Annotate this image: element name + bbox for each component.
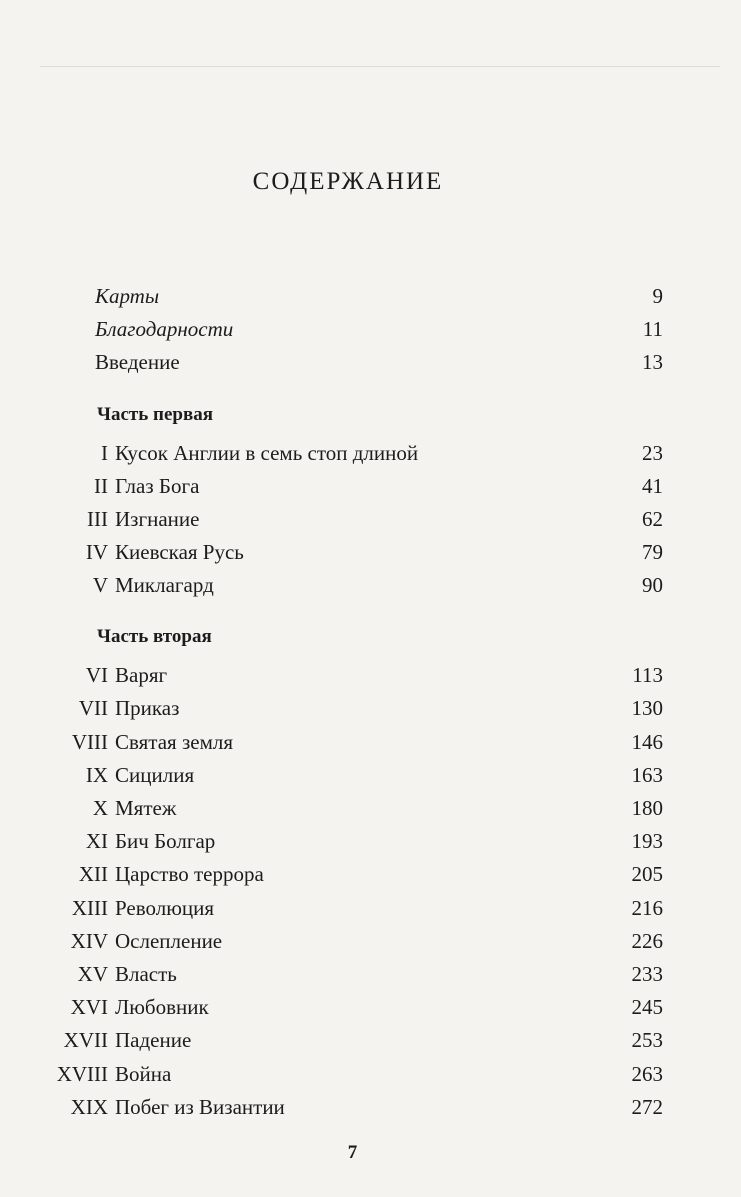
chapter-page: 79 [642, 540, 663, 564]
chapter-title: Власть [115, 962, 177, 986]
chapter-number: V [92, 573, 108, 597]
page-title: СОДЕРЖАНИЕ [252, 168, 444, 195]
chapter-page: 233 [631, 962, 663, 986]
chapter-number: I [101, 441, 108, 465]
chapter-number: XIX [70, 1095, 108, 1119]
chapter-page: 130 [631, 696, 663, 720]
chapter-page: 90 [642, 573, 663, 597]
toc-entry-introduction [0, 350, 741, 380]
toc-entry [0, 730, 741, 760]
toc-entry-acknowledgements [0, 317, 741, 347]
chapter-page: 205 [631, 862, 663, 886]
chapter-page: 23 [642, 441, 663, 465]
chapter-number: XIV [70, 929, 108, 953]
toc-entry-page: 11 [642, 317, 663, 341]
chapter-title: Глаз Бога [115, 474, 200, 498]
chapter-title: Варяг [115, 663, 168, 687]
chapter-title: Побег из Византии [115, 1095, 285, 1119]
chapter-number: VI [85, 663, 108, 687]
toc-entry [0, 896, 741, 926]
toc-entry-label: Благодарности [95, 317, 234, 341]
part-two-heading: Часть вторая [97, 626, 212, 647]
toc-entry [0, 573, 741, 603]
toc-entry-label: Введение [95, 350, 180, 374]
chapter-number: XII [78, 862, 108, 886]
chapter-page: 272 [631, 1095, 663, 1119]
chapter-title: Падение [115, 1028, 192, 1052]
chapter-number: XVIII [56, 1062, 108, 1086]
toc-entry [0, 441, 741, 471]
chapter-number: II [94, 474, 108, 498]
part-one-heading: Часть первая [97, 404, 213, 425]
chapter-title: Святая земля [115, 730, 234, 754]
toc-entry [0, 763, 741, 793]
toc-entry [0, 696, 741, 726]
toc-entry [0, 962, 741, 992]
chapter-page: 245 [631, 995, 663, 1019]
toc-entry-page: 13 [642, 350, 663, 374]
toc-entry [0, 829, 741, 859]
chapter-page: 193 [631, 829, 663, 853]
chapter-title: Киевская Русь [115, 540, 244, 564]
chapter-number: XIII [71, 896, 108, 920]
chapter-number: III [87, 507, 108, 531]
chapter-title: Мятеж [115, 796, 177, 820]
chapter-number: VII [78, 696, 108, 720]
toc-entry [0, 507, 741, 537]
chapter-page: 216 [631, 896, 663, 920]
chapter-number: VIII [71, 730, 108, 754]
chapter-page: 180 [631, 796, 663, 820]
chapter-title: Приказ [115, 696, 180, 720]
toc-entry-maps [0, 284, 741, 314]
toc-entry [0, 1095, 741, 1125]
chapter-page: 163 [631, 763, 663, 787]
toc-entry [0, 862, 741, 892]
chapter-title: Любовник [115, 995, 209, 1019]
chapter-page: 62 [642, 507, 663, 531]
chapter-title: Сицилия [115, 763, 195, 787]
toc-entry-page: 9 [652, 284, 663, 308]
toc-entry-label: Карты [95, 284, 160, 308]
toc-entry [0, 1062, 741, 1092]
chapter-page: 253 [631, 1028, 663, 1052]
chapter-title: Бич Болгар [115, 829, 216, 853]
chapter-title: Революция [115, 896, 215, 920]
chapter-page: 263 [631, 1062, 663, 1086]
chapter-title: Миклагард [115, 573, 214, 597]
toc-entry [0, 474, 741, 504]
chapter-page: 113 [632, 663, 663, 687]
toc-entry [0, 929, 741, 959]
chapter-title: Ослепление [115, 929, 223, 953]
chapter-page: 226 [631, 929, 663, 953]
toc-entry [0, 796, 741, 826]
chapter-number: XVII [63, 1028, 108, 1052]
toc-entry [0, 663, 741, 693]
toc-entry [0, 1028, 741, 1058]
page-number: 7 [347, 1142, 358, 1163]
chapter-page: 41 [642, 474, 663, 498]
chapter-title: Война [115, 1062, 172, 1086]
chapter-number: IX [85, 763, 108, 787]
chapter-title: Изгнание [115, 507, 200, 531]
chapter-number: XVI [70, 995, 108, 1019]
chapter-number: IV [85, 540, 108, 564]
chapter-number: XI [85, 829, 108, 853]
toc-entry [0, 995, 741, 1025]
chapter-number: XV [77, 962, 108, 986]
chapter-title: Кусок Англии в семь стоп длиной [115, 441, 419, 465]
chapter-title: Царство террора [115, 862, 264, 886]
toc-entry [0, 540, 741, 570]
chapter-page: 146 [631, 730, 663, 754]
chapter-number: X [92, 796, 108, 820]
header-rule [40, 66, 720, 67]
